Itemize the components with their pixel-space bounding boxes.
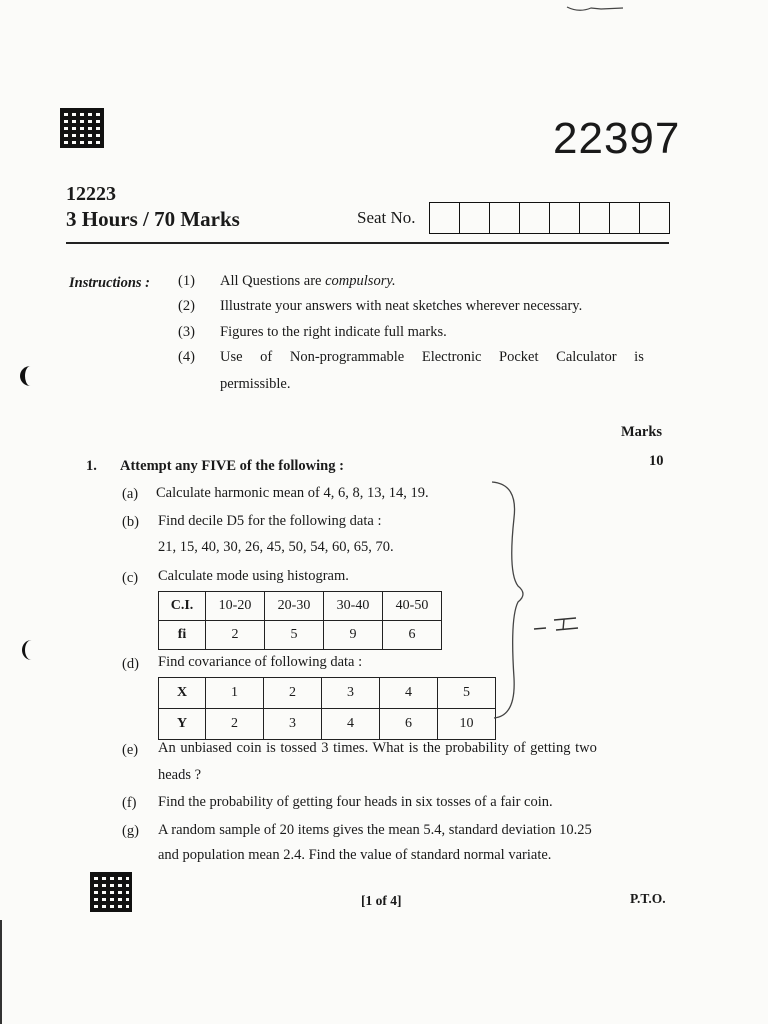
part-f-text: Find the probability of getting four heads in six tosses of a fair coin.: [158, 794, 553, 810]
part-label: (a): [122, 486, 139, 502]
duration-marks: 3 Hours / 70 Marks: [66, 207, 240, 231]
part-b-text: Find decile D5 for the following data :: [158, 513, 382, 529]
table-row: fi 2 5 9 6: [159, 621, 442, 650]
instruction-item: (3) Figures to the right indicate full marks.: [178, 324, 447, 340]
page-edge-line: [0, 920, 2, 1024]
seat-box[interactable]: [490, 203, 520, 233]
part-g-text: A random sample of 20 items gives the mean 5.4, standard deviation 10.25: [158, 822, 592, 838]
part-c-text: Calculate mode using histogram.: [158, 568, 349, 584]
part-label: (e): [122, 742, 139, 758]
header-rule: [66, 242, 669, 244]
marks-header: Marks: [621, 424, 663, 440]
handwritten-brace: [488, 478, 538, 728]
part-g-text-continued: and population mean 2.4. Find the value of standard normal variate.: [158, 847, 552, 863]
part-label: (c): [122, 570, 139, 586]
part-d-text: Find covariance of following data :: [158, 654, 363, 670]
instruction-item: (1) All Questions are compulsory.: [178, 273, 396, 289]
table-covariance-data: [158, 677, 496, 740]
question-marks: 10: [649, 453, 664, 469]
table-row: C.I. 10-20 20-30 30-40 40-50: [159, 592, 442, 621]
seat-box[interactable]: [460, 203, 490, 233]
paper-code: 22397: [553, 114, 681, 163]
part-e-text: An unbiased coin is tossed 3 times. What is the probability of getting two: [158, 740, 597, 756]
instruction-item-continued: permissible.: [220, 376, 291, 392]
instruction-item: (2) Illustrate your answers with neat sketches wherever necessary.: [178, 298, 583, 314]
seat-label: Seat No.: [357, 208, 416, 227]
barcode-top: [60, 108, 104, 148]
seat-box[interactable]: [550, 203, 580, 233]
seat-box[interactable]: [520, 203, 550, 233]
table-row: Y 2 3 4 6 10: [159, 709, 496, 740]
punch-hole-mark-top: [20, 366, 41, 386]
part-label: (b): [122, 514, 139, 530]
seat-box[interactable]: [580, 203, 610, 233]
page-number: [1 of 4]: [361, 893, 402, 908]
punch-hole-mark-bottom: [22, 640, 41, 660]
seat-number-boxes[interactable]: [429, 202, 670, 234]
table-class-intervals: [158, 591, 442, 650]
barcode-bottom: [90, 872, 132, 912]
subject-code: 12223: [66, 183, 116, 205]
instructions-label: Instructions :: [69, 275, 150, 291]
part-a-text: Calculate harmonic mean of 4, 6, 8, 13, 14, 19.: [156, 485, 429, 501]
question-number: 1.: [86, 458, 97, 474]
part-b-data: 21, 15, 40, 30, 26, 45, 50, 54, 60, 65, 70.: [158, 539, 394, 555]
instruction-item: (4) Use of Non-programmable Electronic Pocket Calculator is: [178, 349, 644, 365]
top-scribble: [565, 0, 625, 8]
table-row: X 1 2 3 4 5: [159, 678, 496, 709]
handwritten-note: [532, 612, 592, 641]
part-label: (g): [122, 823, 139, 839]
part-e-text-continued: heads ?: [158, 767, 202, 783]
seat-box[interactable]: [430, 203, 460, 233]
question-title: Attempt any FIVE of the following :: [120, 458, 344, 474]
part-label: (f): [122, 795, 137, 811]
pto-label: P.T.O.: [630, 891, 666, 906]
seat-box[interactable]: [640, 203, 669, 233]
part-label: (d): [122, 656, 139, 672]
seat-box[interactable]: [610, 203, 640, 233]
